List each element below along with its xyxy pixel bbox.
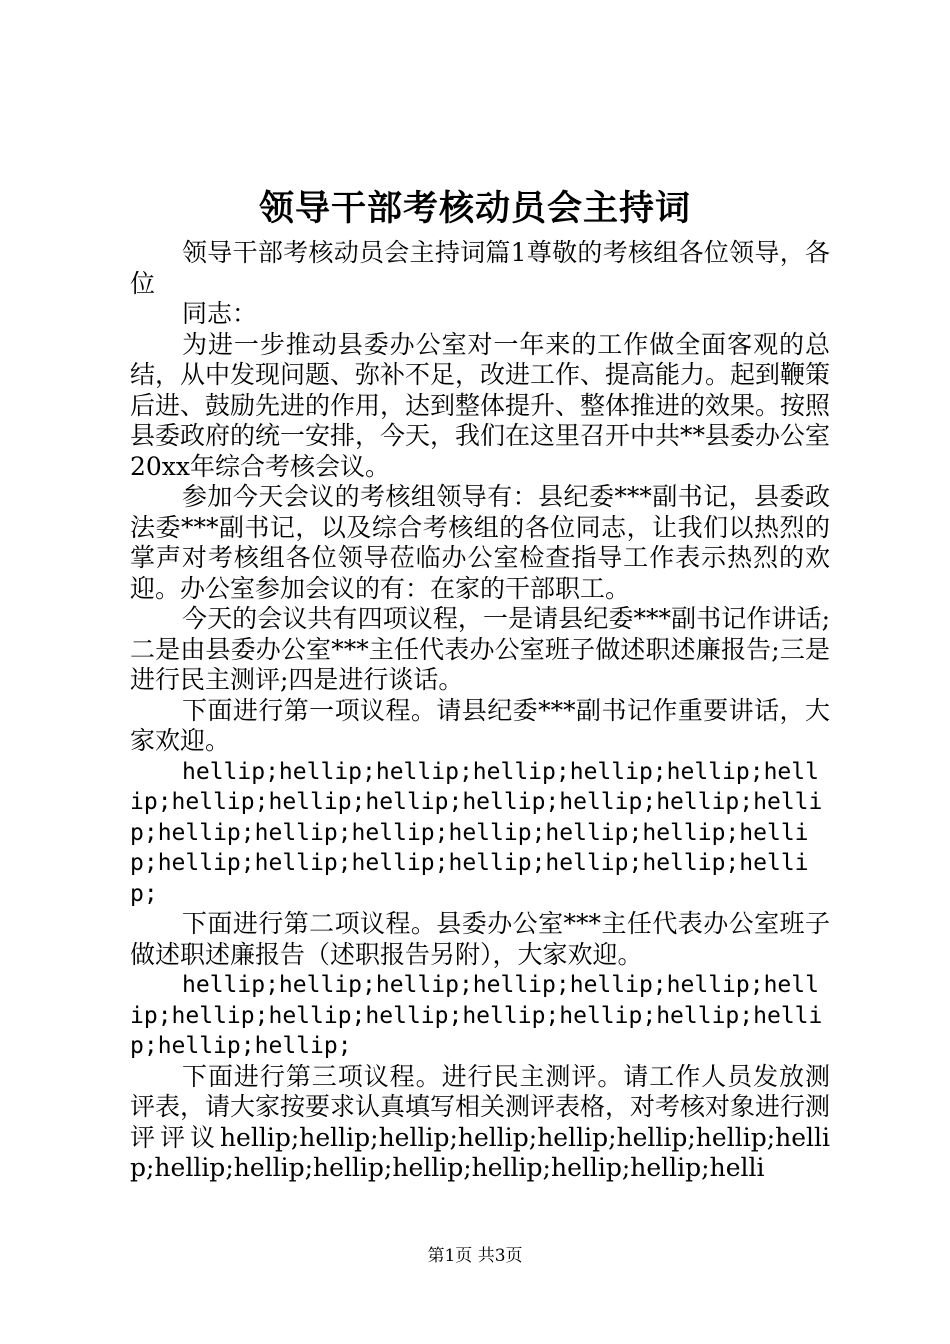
page-footer: 第1页 共3页: [427, 1246, 523, 1266]
paragraph-6: 下面进行第一项议程。请县纪委***副书记作重要讲话，大家欢迎。: [130, 695, 830, 755]
paragraph-7: hellip;hellip;hellip;hellip;hellip;hellip;hellip;hellip;hellip;hellip;hellip;hellip;hellip;hellip;hellip;hellip;hellip;hellip;hellip;hellip;hellip;hellip;hellip;hellip;hellip;hellip;hellip;hellip;: [130, 758, 823, 907]
document-title: 领导干部考核动员会主持词: [258, 188, 691, 229]
paragraph-4: 参加今天会议的考核组领导有：县纪委***副书记，县委政法委***副书记，以及综合考核组的各位同志，让我们以热烈的掌声对考核组各位领导莅临办公室检查指导工作表示热烈的欢迎。办公室参加会议的有：在家的干部职工。: [130, 482, 830, 603]
paragraph-10: 下面进行第三项议程。进行民主测评。请工作人员发放测评表，请大家按要求认真填写相关测评表格，对考核对象进行测评评议hellip;hellip;hellip;hellip;hellip;hellip;hellip;hellip;hellip;hellip;hellip;hellip;hellip;hellip;hellip;helli: [130, 1061, 831, 1182]
paragraph-8: 下面进行第二项议程。县委办公室***主任代表办公室班子做述职述廉报告（述职报告另附），大家欢迎。: [130, 909, 830, 969]
document-body: [130, 238, 830, 1184]
paragraph-5: 今天的会议共有四项议程，一是请县纪委***副书记作讲话;二是由县委办公室***主任代表办公室班子做述职述廉报告;三是进行民主测评;四是进行谈话。: [130, 604, 830, 694]
paragraph-1: 领导干部考核动员会主持词篇1尊敬的考核组各位领导，各位: [130, 238, 830, 298]
paragraph-3: 为进一步推动县委办公室对一年来的工作做全面客观的总结，从中发现问题、弥补不足，改进工作、提高能力。起到鞭策后进、鼓励先进的作用，达到整体提升、整体推进的效果。按照县委政府的统一安排，今天，我们在这里召开中共**县委办公室20xx年综合考核会议。: [130, 329, 831, 481]
paragraph-9: hellip;hellip;hellip;hellip;hellip;hellip;hellip;hellip;hellip;hellip;hellip;hellip;hellip;hellip;hellip;hellip;: [130, 972, 823, 1059]
paragraph-2: 同志：: [182, 299, 258, 328]
